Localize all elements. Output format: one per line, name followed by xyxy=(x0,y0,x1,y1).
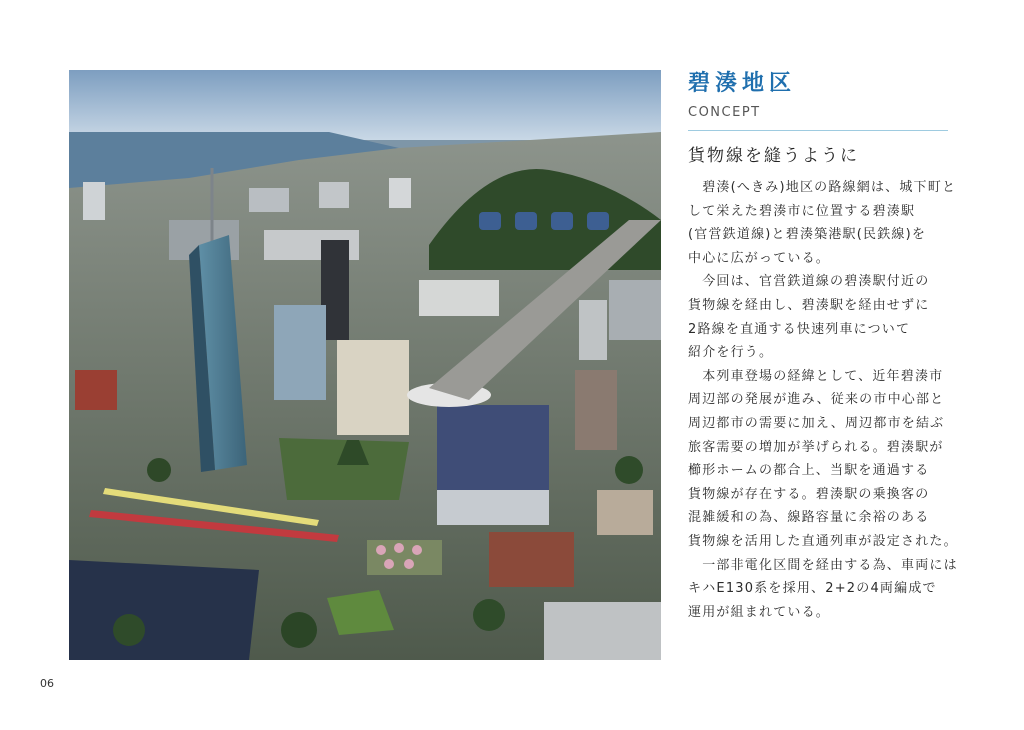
body-line: して栄えた碧湊市に位置する碧湊駅 xyxy=(688,203,916,219)
page-title: 碧湊地区 xyxy=(688,71,797,96)
body-line: 貨物線を活用した直通列車が設定された。 xyxy=(688,533,958,549)
divider xyxy=(688,130,948,131)
body-line: 旅客需要の増加が挙げられる。碧湊駅が xyxy=(688,439,944,455)
section-label: CONCEPT xyxy=(688,105,761,120)
body-line: 貨物線を経由し、碧湊駅を経由せずに xyxy=(688,297,930,313)
body-line: 碧湊(へきみ)地区の路線網は、城下町と xyxy=(688,180,957,195)
body-line: 貨物線が存在する。碧湊駅の乗換客の xyxy=(688,486,930,502)
page-number: 06 xyxy=(40,677,54,690)
body-line: キハE130系を採用、2+2の4両編成で xyxy=(688,581,937,597)
body-line: 運用が組まれている。 xyxy=(688,604,831,620)
body-line: 紹介を行う。 xyxy=(688,345,774,361)
body-text xyxy=(688,176,988,624)
body-line: 本列車登場の経緯として、近年碧湊市 xyxy=(688,368,944,384)
city-aerial-image xyxy=(69,70,661,660)
body-line: 中心に広がっている。 xyxy=(688,250,831,266)
body-line: 2路線を直通する快速列車について xyxy=(688,321,911,337)
body-line: 一部非電化区間を経由する為、車両には xyxy=(688,557,958,573)
body-line: 櫛形ホームの都合上、当駅を通過する xyxy=(688,463,930,479)
subtitle: 貨物線を縫うように xyxy=(688,146,859,166)
body-line: 周辺部の発展が進み、従来の市中心部と xyxy=(688,392,945,408)
body-line: 混雑緩和の為、線路容量に余裕のある xyxy=(688,510,930,526)
body-line: 今回は、官営鉄道線の碧湊駅付近の xyxy=(688,274,930,290)
body-line: 周辺都市の需要に加え、周辺都市を結ぶ xyxy=(688,415,945,431)
body-line: (官営鉄道線)と碧湊築港駅(民鉄線)を xyxy=(688,227,927,243)
